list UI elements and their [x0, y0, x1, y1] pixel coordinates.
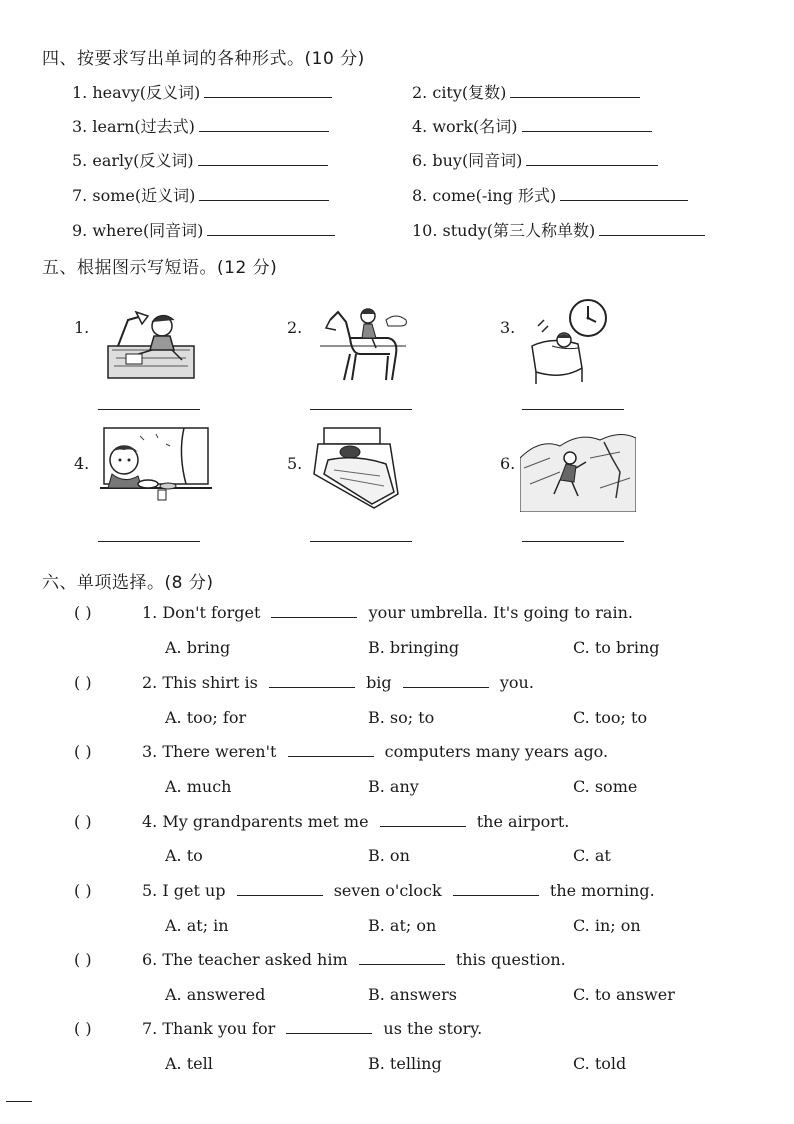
- option-b[interactable]: B. answers: [368, 985, 458, 1004]
- item-label: 6. buy(同音词): [412, 151, 523, 170]
- word-form-item: [412, 114, 652, 137]
- option-c[interactable]: C. to bring: [573, 638, 660, 657]
- question-stem-end: the airport.: [476, 812, 570, 831]
- option-a[interactable]: A. at; in: [165, 916, 229, 935]
- answer-blank[interactable]: [522, 130, 652, 132]
- option-a[interactable]: A. bring: [165, 638, 231, 657]
- item-label: 4. work(名词): [412, 117, 518, 136]
- section-4-title: 四、按要求写出单词的各种形式。(10 分): [42, 49, 365, 69]
- person-climbing-mountain-icon: [520, 428, 636, 516]
- boy-waking-up-icon: [522, 296, 616, 390]
- picture-number: 2.: [287, 318, 303, 337]
- option-b[interactable]: B. on: [368, 846, 410, 865]
- word-form-item: [72, 148, 328, 171]
- question-blank: [271, 616, 357, 618]
- word-form-item: [72, 80, 332, 103]
- option-b[interactable]: B. so; to: [368, 708, 435, 727]
- answer-blank[interactable]: [599, 234, 705, 236]
- question-2: [142, 673, 534, 692]
- word-form-item: [412, 80, 640, 103]
- answer-blank[interactable]: [310, 408, 412, 410]
- question-stem: 4. My grandparents met me: [142, 812, 369, 831]
- question-stem: 6. The teacher asked him: [142, 950, 348, 969]
- question-stem-end: this question.: [455, 950, 566, 969]
- answer-blank[interactable]: [560, 199, 688, 201]
- option-b[interactable]: B. telling: [368, 1054, 442, 1073]
- answer-blank[interactable]: [522, 540, 624, 542]
- picture-number: 3.: [500, 318, 516, 337]
- option-c[interactable]: C. in; on: [573, 916, 641, 935]
- question-stem-end: you.: [499, 673, 534, 692]
- option-c[interactable]: C. at: [573, 846, 611, 865]
- item-label: 8. come(-ing 形式): [412, 186, 557, 205]
- question-blank: [380, 825, 466, 827]
- question-stem-mid: big: [366, 673, 392, 692]
- answer-paren[interactable]: ( ): [74, 812, 92, 831]
- option-a[interactable]: A. to: [165, 846, 203, 865]
- page-corner-mark: [6, 1101, 32, 1102]
- answer-blank[interactable]: [510, 96, 640, 98]
- section-6-title: 六、单项选择。(8 分): [42, 573, 214, 593]
- option-a[interactable]: A. tell: [165, 1054, 213, 1073]
- question-blank: [453, 894, 539, 896]
- word-form-item: [72, 218, 335, 241]
- answer-blank[interactable]: [526, 164, 658, 166]
- picture-number: 6.: [500, 454, 516, 473]
- question-blank: [359, 963, 445, 965]
- answer-blank[interactable]: [199, 199, 329, 201]
- option-c[interactable]: C. too; to: [573, 708, 648, 727]
- answer-paren[interactable]: ( ): [74, 673, 92, 692]
- option-b[interactable]: B. any: [368, 777, 419, 796]
- question-stem-end: computers many years ago.: [384, 742, 609, 761]
- item-label: 3. learn(过去式): [72, 117, 195, 136]
- answer-blank[interactable]: [199, 130, 329, 132]
- question-6: [142, 950, 566, 969]
- question-1: [142, 603, 633, 622]
- question-7: [142, 1019, 482, 1038]
- option-a[interactable]: A. answered: [165, 985, 266, 1004]
- item-label: 7. some(近义词): [72, 186, 196, 205]
- item-label: 5. early(反义词): [72, 151, 194, 170]
- answer-blank[interactable]: [98, 408, 200, 410]
- question-blank: [269, 686, 355, 688]
- option-c[interactable]: C. told: [573, 1054, 627, 1073]
- picture-number: 1.: [74, 318, 90, 337]
- question-blank: [403, 686, 489, 688]
- item-label: 1. heavy(反义词): [72, 83, 201, 102]
- question-stem: 7. Thank you for: [142, 1019, 276, 1038]
- section-5-title: 五、根据图示写短语。(12 分): [42, 258, 278, 278]
- word-form-item: [72, 183, 329, 206]
- picture-number: 5.: [287, 454, 303, 473]
- answer-paren[interactable]: ( ): [74, 603, 92, 622]
- word-form-item: [72, 114, 329, 137]
- boy-eating-breakfast-icon: [100, 424, 212, 508]
- question-stem: 3. There weren't: [142, 742, 277, 761]
- question-stem: 1. Don't forget: [142, 603, 261, 622]
- answer-blank[interactable]: [98, 540, 200, 542]
- question-stem-end: the morning.: [549, 881, 655, 900]
- word-form-item: [412, 148, 658, 171]
- answer-blank[interactable]: [198, 164, 328, 166]
- question-stem-mid: seven o'clock: [333, 881, 442, 900]
- question-3: [142, 742, 608, 761]
- answer-paren[interactable]: ( ): [74, 881, 92, 900]
- item-label: 10. study(第三人称单数): [412, 221, 596, 240]
- answer-paren[interactable]: ( ): [74, 1019, 92, 1038]
- question-blank: [237, 894, 323, 896]
- question-stem: 2. This shirt is: [142, 673, 258, 692]
- option-b[interactable]: B. at; on: [368, 916, 437, 935]
- question-stem-end: us the story.: [383, 1019, 483, 1038]
- question-stem-end: your umbrella. It's going to rain.: [368, 603, 633, 622]
- answer-paren[interactable]: ( ): [74, 950, 92, 969]
- option-a[interactable]: A. too; for: [165, 708, 247, 727]
- answer-blank[interactable]: [310, 540, 412, 542]
- item-label: 9. where(同音词): [72, 221, 204, 240]
- question-blank: [288, 755, 374, 757]
- option-a[interactable]: A. much: [165, 777, 232, 796]
- option-b[interactable]: B. bringing: [368, 638, 460, 657]
- question-stem: 5. I get up: [142, 881, 226, 900]
- answer-blank[interactable]: [207, 234, 335, 236]
- answer-blank[interactable]: [522, 408, 624, 410]
- option-c[interactable]: C. some: [573, 777, 638, 796]
- question-5: [142, 881, 655, 900]
- question-blank: [286, 1032, 372, 1034]
- answer-paren[interactable]: ( ): [74, 742, 92, 761]
- word-form-item: [412, 218, 705, 241]
- word-form-item: [412, 183, 688, 206]
- picture-number: 4.: [74, 454, 90, 473]
- girl-doing-homework-icon: [102, 306, 200, 386]
- item-label: 2. city(复数): [412, 83, 507, 102]
- girl-riding-horse-icon: [316, 302, 410, 388]
- answer-blank[interactable]: [204, 96, 332, 98]
- question-4: [142, 812, 569, 831]
- option-c[interactable]: C. to answer: [573, 985, 675, 1004]
- child-sleeping-icon: [310, 424, 402, 514]
